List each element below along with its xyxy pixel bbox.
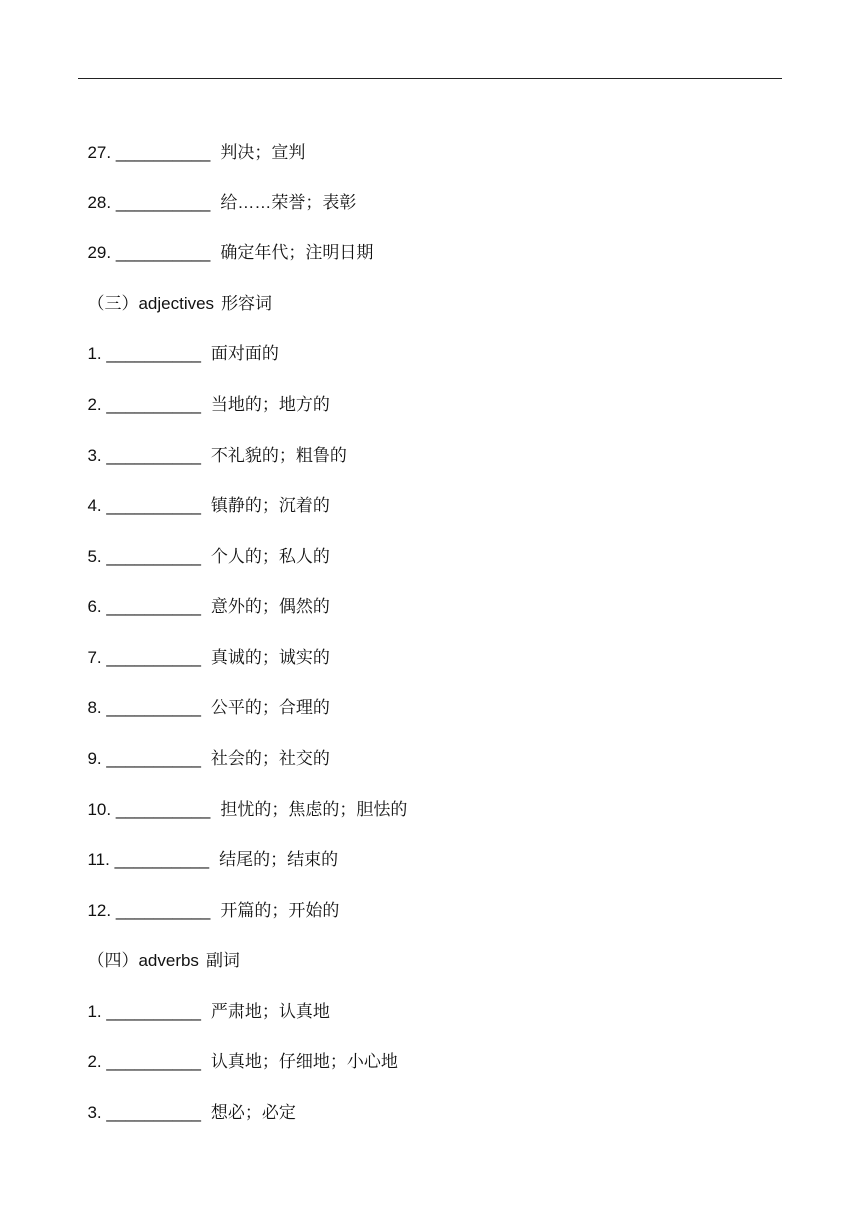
item-number: 28. bbox=[87, 193, 112, 212]
answer-blank[interactable]: __________ bbox=[114, 850, 210, 869]
item-meaning: 严肃地；认真地 bbox=[210, 1002, 330, 1021]
item-meaning: 当地的；地方的 bbox=[210, 395, 330, 414]
list-item bbox=[78, 672, 330, 717]
item-number: 8. bbox=[87, 698, 102, 717]
item-meaning: 公平的；合理的 bbox=[210, 698, 330, 717]
answer-blank[interactable]: __________ bbox=[106, 648, 201, 667]
answer-blank[interactable]: __________ bbox=[106, 496, 201, 515]
item-number: 29. bbox=[87, 243, 112, 262]
answer-blank[interactable]: __________ bbox=[115, 243, 211, 262]
section-heading-adverbs bbox=[78, 925, 240, 970]
list-item bbox=[78, 875, 340, 920]
item-number: 1. bbox=[87, 344, 102, 363]
answer-blank[interactable]: __________ bbox=[106, 698, 201, 717]
section-title-cn: 副词 bbox=[205, 951, 240, 970]
list-item bbox=[78, 571, 330, 616]
answer-blank[interactable]: __________ bbox=[106, 1052, 201, 1071]
item-number: 1. bbox=[87, 1002, 102, 1021]
item-number: 6. bbox=[87, 597, 102, 616]
item-number: 3. bbox=[87, 1103, 102, 1122]
item-number: 11. bbox=[87, 850, 110, 869]
answer-blank[interactable]: __________ bbox=[106, 597, 201, 616]
list-item bbox=[78, 470, 330, 515]
answer-blank[interactable]: __________ bbox=[106, 1002, 201, 1021]
item-meaning: 担忧的；焦虑的；胆怯的 bbox=[220, 800, 408, 819]
item-number: 7. bbox=[87, 648, 102, 667]
item-number: 2. bbox=[87, 1052, 102, 1071]
answer-blank[interactable]: __________ bbox=[106, 547, 201, 566]
section-title-en: adverbs bbox=[138, 951, 199, 970]
section-label: （四） bbox=[87, 951, 139, 970]
item-number: 5. bbox=[87, 547, 102, 566]
answer-blank[interactable]: __________ bbox=[106, 344, 201, 363]
item-number: 4. bbox=[87, 496, 102, 515]
answer-blank[interactable]: __________ bbox=[106, 395, 201, 414]
item-meaning: 给……荣誉；表彰 bbox=[220, 193, 357, 212]
list-item bbox=[78, 521, 330, 566]
item-number: 3. bbox=[87, 446, 102, 465]
list-item bbox=[78, 824, 339, 869]
answer-blank[interactable]: __________ bbox=[115, 193, 211, 212]
item-meaning: 判决；宣判 bbox=[220, 143, 306, 162]
list-item bbox=[78, 622, 330, 667]
answer-blank[interactable]: __________ bbox=[106, 1103, 201, 1122]
item-meaning: 开篇的；开始的 bbox=[220, 901, 340, 920]
list-item bbox=[78, 420, 347, 465]
list-item bbox=[78, 774, 408, 819]
item-number: 27. bbox=[87, 143, 112, 162]
item-meaning: 结尾的；结束的 bbox=[219, 850, 339, 869]
answer-blank[interactable]: __________ bbox=[115, 143, 211, 162]
answer-blank[interactable]: __________ bbox=[106, 446, 201, 465]
answer-blank[interactable]: __________ bbox=[115, 800, 211, 819]
list-item bbox=[78, 167, 357, 212]
list-item bbox=[78, 723, 330, 768]
section-title-en: adjectives bbox=[138, 294, 215, 313]
list-item bbox=[78, 369, 330, 414]
answer-blank[interactable]: __________ bbox=[115, 901, 211, 920]
item-number: 12. bbox=[87, 901, 112, 920]
list-item bbox=[78, 976, 330, 1021]
item-meaning: 面对面的 bbox=[210, 344, 279, 363]
list-item bbox=[78, 1026, 398, 1071]
item-meaning: 真诚的；诚实的 bbox=[210, 648, 330, 667]
list-item bbox=[78, 318, 279, 363]
item-meaning: 镇静的；沉着的 bbox=[210, 496, 330, 515]
item-meaning: 想必；必定 bbox=[210, 1103, 296, 1122]
item-meaning: 认真地；仔细地；小心地 bbox=[210, 1052, 398, 1071]
header-rule bbox=[78, 78, 782, 79]
list-item bbox=[78, 117, 306, 162]
section-heading-adjectives bbox=[78, 268, 273, 313]
answer-blank[interactable]: __________ bbox=[106, 749, 201, 768]
item-meaning: 确定年代；注明日期 bbox=[220, 243, 374, 262]
item-meaning: 不礼貌的；粗鲁的 bbox=[210, 446, 347, 465]
item-number: 10. bbox=[87, 800, 112, 819]
item-number: 2. bbox=[87, 395, 102, 414]
section-label: （三） bbox=[87, 294, 139, 313]
section-title-cn: 形容词 bbox=[221, 294, 273, 313]
list-item bbox=[78, 217, 374, 262]
list-item bbox=[78, 1077, 296, 1122]
item-meaning: 社会的；社交的 bbox=[210, 749, 330, 768]
item-meaning: 个人的；私人的 bbox=[210, 547, 330, 566]
item-number: 9. bbox=[87, 749, 102, 768]
item-meaning: 意外的；偶然的 bbox=[210, 597, 330, 616]
